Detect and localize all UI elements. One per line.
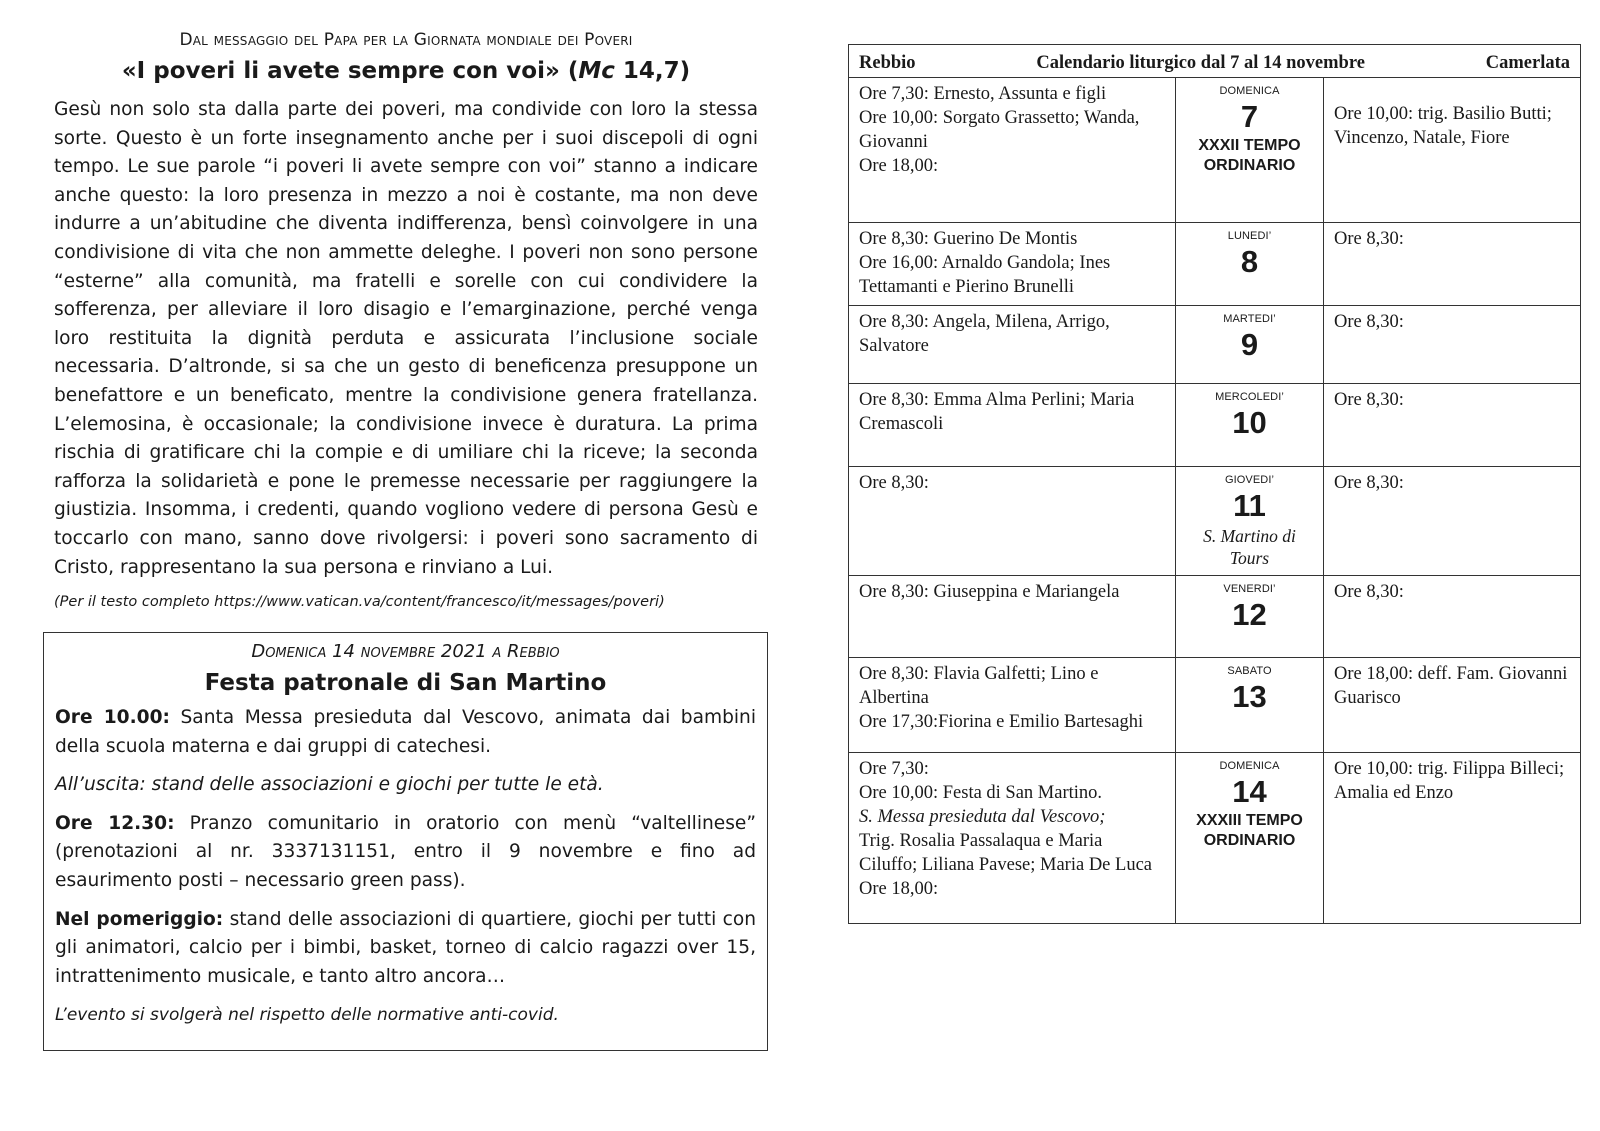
day-number: 10 bbox=[1232, 405, 1267, 440]
mass-intention: Ore 8,30: bbox=[1334, 312, 1404, 332]
calendar-row bbox=[849, 306, 1581, 384]
calendar-row bbox=[849, 384, 1581, 467]
mass-intention: Ore 8,30: Giuseppina e Mariangela bbox=[859, 582, 1120, 602]
calendar-title: Calendario liturgico dal 7 al 14 novembre bbox=[1036, 53, 1365, 73]
calendar-right-header: Camerlata bbox=[1485, 53, 1570, 73]
mass-intention: Ore 10,00: trig. Filippa Billeci; Amalia ed Enzo bbox=[1334, 759, 1565, 803]
rebbio-cell bbox=[849, 467, 1176, 576]
article-body: Gesù non solo sta dalla parte dei poveri, ma condivide con loro la stessa sorte. Questo è un forte insegnamento anche per i suoi discepoli di ogni tempo. Le sue parole “i poveri li avete sempre con voi” stanno a indicare anche questo: la loro presenza in mezzo a noi è costante, ma non deve indurre a un’abitudine che diventa indifferenza, bensì coinvolgere in una condivisione di vita che non ammette deleghe. I poveri non sono persone “esterne” alla comunità, ma fratelli e sorelle con cui condividere la sofferenza, per alleviare il loro disagio e l’emarginazione, perché venga loro restituita la dignità perduta e assicurata l’inclusione sociale necessaria. D’altronde, si sa che un gesto di beneficenza presuppone un benefattore e un beneficato, mentre la condivisione genera fratellanza. L’elemosina, è occasionale; la condivisione invece è duratura. La prima rischia di gratificare chi la compie e di umiliare chi la riceve; la seconda rafforza la solidarietà e pone le premesse necessarie per raggiungere la giustizia. Insomma, i credenti, quando vogliono vedere di persona Gesù e toccarlo con mano, sanno dove rivolgersi: i poveri sono sacramento di Cristo, rappresentano la sua persona e rinviano a Lui. bbox=[54, 99, 758, 578]
liturgical-season: XXXIII TEMPO ORDINARIO bbox=[1196, 812, 1303, 849]
day-name: MARTEDI’ bbox=[1223, 313, 1276, 325]
calendar-row bbox=[849, 658, 1581, 753]
mass-intention: Ore 16,00: Arnaldo Gandola; Ines Tettamanti e Pierino Brunelli bbox=[859, 253, 1111, 297]
day-cell bbox=[1176, 78, 1324, 223]
article-kicker: Dal messaggio del Papa per la Giornata mondiale dei Poveri bbox=[179, 30, 633, 50]
mass-intention: Trig. Rosalia Passalaqua e Maria Ciluffo; Liliana Pavese; Maria De Luca bbox=[859, 831, 1152, 875]
mass-intention: Ore 8,30: bbox=[1334, 582, 1404, 602]
day-number: 9 bbox=[1240, 327, 1259, 362]
day-cell bbox=[1176, 306, 1324, 384]
camerlata-cell bbox=[1324, 753, 1581, 924]
day-cell bbox=[1176, 467, 1324, 576]
camerlata-cell bbox=[1324, 384, 1581, 467]
day-name: DOMENICA bbox=[1219, 85, 1280, 97]
mass-intention: Ore 8,30: Angela, Milena, Arrigo, Salvatore bbox=[859, 312, 1110, 356]
day-cell bbox=[1176, 658, 1324, 753]
rebbio-cell bbox=[849, 658, 1176, 753]
event-title: Festa patronale di San Martino bbox=[204, 670, 607, 696]
day-name: GIOVEDI’ bbox=[1224, 474, 1275, 486]
camerlata-cell bbox=[1324, 306, 1581, 384]
rebbio-cell bbox=[849, 753, 1176, 924]
mass-intention: Ore 10,00: Festa di San Martino. bbox=[859, 783, 1103, 803]
liturgical-season: XXXII TEMPO ORDINARIO bbox=[1198, 137, 1301, 174]
mass-intention: Ore 7,30: bbox=[859, 759, 929, 779]
mass-intention: Ore 8,30: Flavia Galfetti; Lino e Albertina bbox=[859, 664, 1099, 708]
day-name: VENERDI’ bbox=[1223, 583, 1276, 595]
calendar-row bbox=[849, 467, 1581, 576]
day-number: 14 bbox=[1232, 774, 1267, 809]
article-title-main: «I poveri li avete sempre con voi» ( bbox=[121, 58, 579, 84]
mass-intention: Ore 8,30: bbox=[1334, 229, 1404, 249]
event-paragraph-afternoon bbox=[55, 906, 756, 992]
mass-intention: Ore 18,00: bbox=[859, 156, 939, 176]
mass-intention: Ore 8,30: bbox=[859, 473, 929, 493]
rebbio-cell bbox=[849, 78, 1176, 223]
event-text: Pranzo comunitario in oratorio con menù “valtellinese” (prenotazioni al nr. 3337131151, entro il 9 novembre e fino ad esaurimento posti – necessario green pass). bbox=[55, 812, 756, 891]
calendar-row bbox=[849, 753, 1581, 924]
day-name: MERCOLEDI’ bbox=[1215, 391, 1284, 403]
rebbio-cell bbox=[849, 223, 1176, 306]
calendar-left-header: Rebbio bbox=[859, 53, 916, 73]
event-time-label: Ore 10.00: bbox=[55, 707, 170, 728]
liturgical-calendar bbox=[848, 44, 1581, 924]
mass-intention: Ore 10,00: Sorgato Grassetto; Wanda, Giovanni bbox=[859, 108, 1140, 152]
mass-intention: Ore 18,00: bbox=[859, 879, 939, 899]
day-number: 7 bbox=[1240, 99, 1259, 134]
event-time-label: Nel pomeriggio: bbox=[55, 908, 224, 930]
mass-intention: S. Messa presieduta dal Vescovo; bbox=[859, 807, 1106, 827]
day-number: 11 bbox=[1233, 488, 1266, 523]
calendar-row bbox=[849, 78, 1581, 223]
article-title-end: 14,7) bbox=[614, 58, 691, 84]
article-title-ref: Mc bbox=[578, 58, 615, 84]
day-number: 12 bbox=[1232, 597, 1267, 632]
article-source: (Per il testo completo https://www.vatican.va/content/francesco/it/messages/poveri) bbox=[54, 594, 665, 611]
event-text: stand delle associazioni di quartiere, giochi per tutti con gli animatori, calcio per i bimbi, basket, torneo di calcio ragazzi over 15, intrattenimento musicale, e tanto altro ancora… bbox=[55, 908, 756, 987]
article bbox=[54, 30, 758, 610]
event-text: Santa Messa presieduta dal Vescovo, animata dai bambini della scuola materna e dai gruppi di catechesi. bbox=[55, 707, 757, 757]
event-paragraph-lunch bbox=[55, 810, 756, 896]
day-cell bbox=[1176, 384, 1324, 467]
mass-intention: Ore 8,30: Emma Alma Perlini; Maria Cremascoli bbox=[859, 390, 1135, 434]
camerlata-cell bbox=[1324, 467, 1581, 576]
camerlata-cell bbox=[1324, 78, 1581, 223]
event-subtitle: Domenica 14 novembre 2021 a Rebbio bbox=[251, 641, 560, 662]
calendar-row bbox=[849, 223, 1581, 306]
mass-intention: Ore 17,30:Fiorina e Emilio Bartesaghi bbox=[859, 712, 1144, 732]
calendar-header-cell bbox=[849, 45, 1581, 78]
event-paragraph-exit: All’uscita: stand delle associazioni e giochi per tutte le età. bbox=[55, 774, 604, 796]
mass-intention: Ore 18,00: deff. Fam. Giovanni Guarisco bbox=[1334, 664, 1568, 708]
mass-intention: Ore 7,30: Ernesto, Assunta e figli bbox=[859, 84, 1107, 104]
event-time-label: Ore 12.30: bbox=[55, 812, 175, 834]
event-paragraph-mass bbox=[55, 704, 756, 761]
article-title bbox=[54, 58, 758, 84]
camerlata-cell bbox=[1324, 658, 1581, 753]
event-final-note: L’evento si svolgerà nel rispetto delle normative anti-covid. bbox=[55, 1005, 559, 1026]
camerlata-cell bbox=[1324, 223, 1581, 306]
rebbio-cell bbox=[849, 306, 1176, 384]
day-cell bbox=[1176, 576, 1324, 658]
mass-intention: Ore 8,30: bbox=[1334, 390, 1404, 410]
calendar-header-row bbox=[849, 45, 1581, 78]
saint-feast: S. Martino di Tours bbox=[1203, 526, 1296, 568]
rebbio-cell bbox=[849, 576, 1176, 658]
day-name: DOMENICA bbox=[1219, 760, 1280, 772]
day-cell bbox=[1176, 223, 1324, 306]
day-number: 8 bbox=[1240, 244, 1259, 279]
day-number: 13 bbox=[1232, 679, 1267, 714]
mass-intention: Ore 8,30: Guerino De Montis bbox=[859, 229, 1078, 249]
camerlata-cell bbox=[1324, 576, 1581, 658]
rebbio-cell bbox=[849, 384, 1176, 467]
calendar-row bbox=[849, 576, 1581, 658]
mass-intention: Ore 8,30: bbox=[1334, 473, 1404, 493]
day-cell bbox=[1176, 753, 1324, 924]
day-name: LUNEDI’ bbox=[1227, 230, 1272, 242]
event-box bbox=[43, 632, 768, 1051]
day-name: SABATO bbox=[1227, 665, 1272, 677]
mass-intention: Ore 10,00: trig. Basilio Butti; Vincenzo, Natale, Fiore bbox=[1334, 104, 1552, 148]
